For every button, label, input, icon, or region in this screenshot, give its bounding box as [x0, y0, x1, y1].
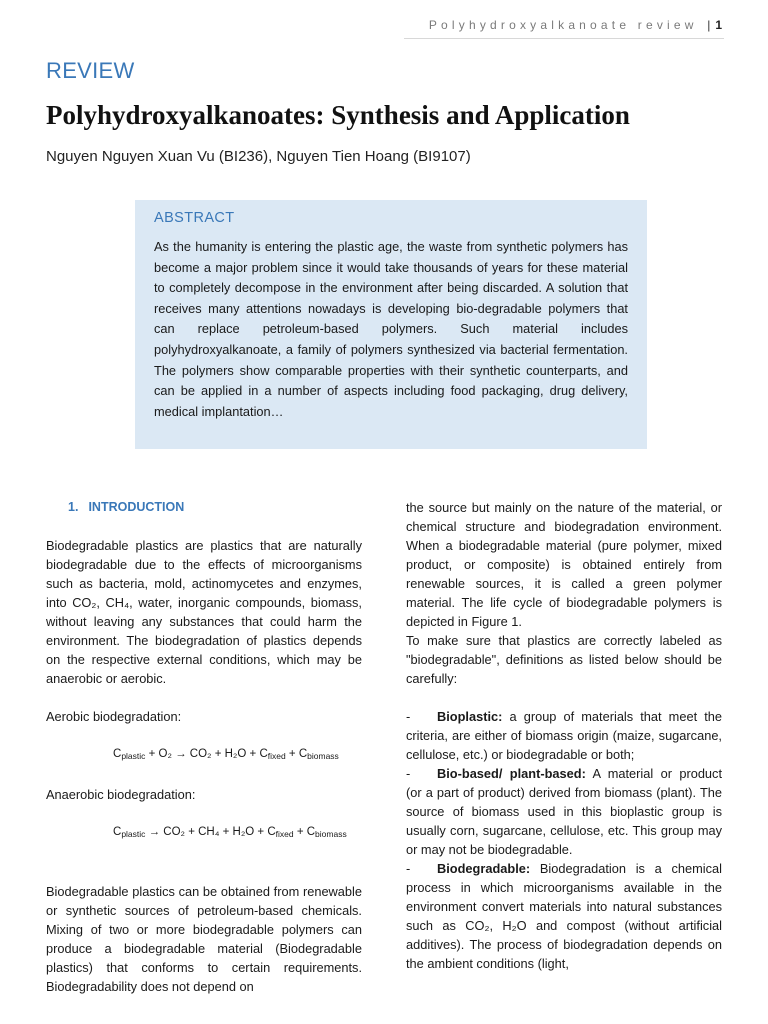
left-column [46, 498, 362, 996]
intro-paragraph-2: Biodegradable plastics can be obtained from renewable or synthetic sources of petroleum-based chemicals. Mixing of two or more biodegradable polymers can produce a biodegradable material (Biodegradable plastics) that conforms to certain requirements. Biodegradability does not depend on [46, 884, 362, 994]
definition-bio-based: - Bio-based/ plant-based: A material or product (or a part of product) derived from biomass (plant). The source of biomass used in this bioplastic group is usually corn, sugarcane, cellulose, etc. This group may or may not be biodegradable. [406, 766, 723, 857]
running-title: Polyhydroxyalkanoate review [428, 18, 698, 32]
definition-term: Biodegradable: [437, 861, 531, 876]
section-heading-introduction [68, 498, 362, 517]
author-list: Nguyen Nguyen Xuan Vu (BI236), Nguyen Tien Hoang (BI9107) [46, 148, 471, 165]
right-paragraph-1: the source but mainly on the nature of the material, or chemical structure and biodegradation environment. When a biodegradable material (pure polymer, mixed product, or composite) is obtained entirely from renewable sources, it is called a green polymer material. The life cycle of biodegradable polymers is depicted in Figure 1. [406, 500, 722, 629]
aerobic-equation: $C_{plastic} + O_2 \to CO_2 + H_2O + C_{fixed} + C_{biomass}$ [113, 748, 339, 761]
intro-paragraph-1: Biodegradable plastics are plastics that are naturally biodegradable due to the effects of microorganisms such as bacteria, mold, actinomycetes and enzymes, into CO₂, CH₄, water, inorganic compounds, biomass, without leaving any substances that could harm the environment. The biodegradation of plastics depends on the respective external conditions, which may be anaerobic or aerobic. [46, 538, 362, 686]
abstract-heading: ABSTRACT [154, 210, 235, 226]
article-type-label: REVIEW [46, 58, 135, 83]
definition-term: Bioplastic: [437, 709, 503, 724]
anaerobic-label: Anaerobic biodegradation: [46, 787, 196, 802]
abstract-box [135, 200, 647, 449]
header-rule [404, 38, 724, 39]
running-header [429, 18, 722, 32]
paper-title: Polyhydroxyalkanoates: Synthesis and Application [46, 100, 630, 130]
definition-bioplastic: - Bioplastic: a group of materials that meet the criteria, are either of biomass origin (maize, sugarcane, cellulose, etc.) or biodegradable or both; [406, 709, 722, 762]
section-title: INTRODUCTION [88, 500, 185, 514]
header-separator: | [707, 18, 711, 32]
abstract-text: As the humanity is entering the plastic age, the waste from synthetic polymers has become a major problem since it would take thousands of years for these material to completely decompose in the environment after being discarded. A solution that receives many attentions nowadays is developing bio-degradable polymers that can replace petroleum-based polymers. Such material includes polyhydroxyalkanoate, a family of polymers synthesized via bacterial fermentation. The polymers show comparable properties with their synthetic counterparts, and can be applied in a number of aspects including food packaging, drug delivery, medical implantation… [154, 239, 628, 419]
section-number: 1. [68, 500, 79, 514]
anaerobic-equation: $C_{plastic} \to CO_2 + CH_4 + H_2O + C_{fixed} + C_{biomass}$ [113, 826, 347, 839]
definition-biodegradable: - Biodegradable: Biodegradation is a chemical process in which microorganisms available in the environment convert materials into natural substances such as CO₂, H₂O and compost (without artificial additives). The process of biodegradation depends on the ambient conditions (light, [406, 861, 722, 971]
right-column [406, 498, 722, 973]
aerobic-label: Aerobic biodegradation: [46, 709, 182, 724]
page-number: 1 [715, 18, 722, 32]
right-paragraph-2: To make sure that plastics are correctly labeled as "biodegradable", definitions as listed below should be carefully: [406, 633, 722, 686]
definition-term: Bio-based/ plant-based: [437, 766, 586, 781]
